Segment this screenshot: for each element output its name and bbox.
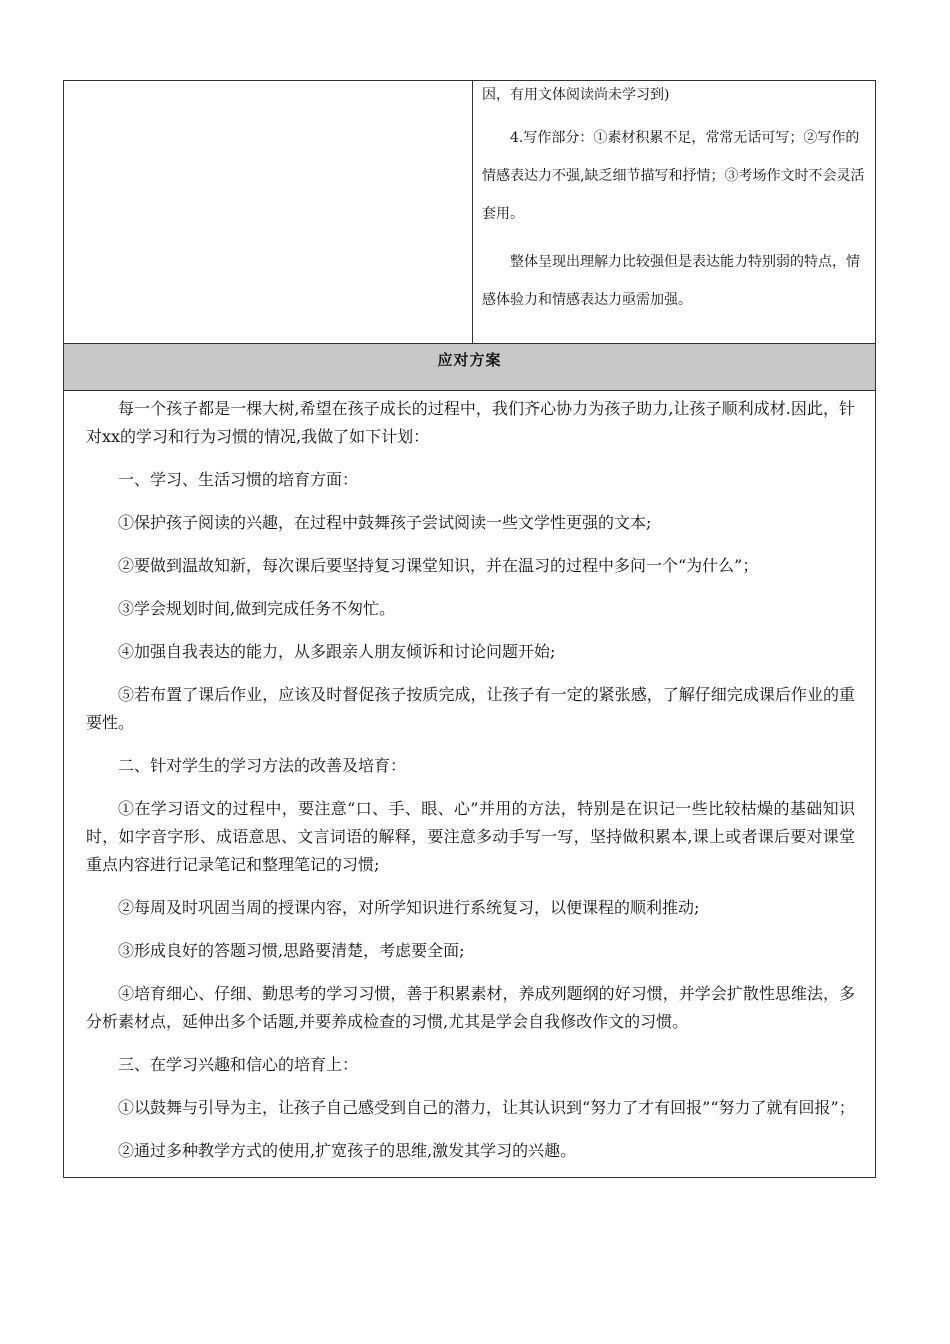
analysis-paragraph: 4.写作部分：①素材积累不足，常常无话可写；②写作的情感表达力不强,缺乏细节描写和抒情；③考场作文时不会灵活套用。 [482, 130, 865, 222]
plan-paragraph: ②通过多种教学方式的使用,扩宽孩子的思维,激发其学习的兴趣。 [118, 1141, 577, 1160]
plan-paragraph: ④培育细心、仔细、勤思考的学习习惯，善于积累素材，养成列题纲的好习惯，并学会扩散性思维法，多分析素材点，延伸出多个话题,并要养成检查的习惯,尤其是学会自我修改作文的习惯。 [86, 984, 855, 1031]
plan-paragraph: ③学会规划时间,做到完成任务不匆忙。 [118, 599, 396, 618]
analysis-left-cell [64, 81, 473, 343]
plan-heading: 二、针对学生的学习方法的改善及培育： [118, 756, 407, 775]
analysis-row [64, 81, 875, 344]
plan-heading: 一、学习、生活习惯的培育方面： [118, 470, 359, 489]
plan-body [64, 391, 875, 1177]
plan-heading: 三、在学习兴趣和信心的培育上： [118, 1055, 359, 1074]
section-header: 应对方案 [64, 344, 875, 391]
plan-paragraph: ①在学习语文的过程中，要注意“口、手、眼、心”并用的方法，特别是在识记一些比较枯燥的基础知识时，如字音字形、成语意思、文言词语的解释，要注意多动手写一写，坚持做积累本,课上或者课后要对课堂重点内容进行记录笔记和整理笔记的习惯; [86, 799, 855, 874]
plan-paragraph: ①以鼓舞与引导为主，让孩子自己感受到自己的潜力，让其认识到“努力了才有回报”“努力了就有回报”； [118, 1098, 855, 1117]
plan-paragraph: ③形成良好的答题习惯,思路要清楚，考虑要全面; [118, 941, 465, 960]
document-table [63, 80, 876, 1178]
analysis-paragraph: 因，有用文体阅读尚未学习到) [482, 87, 670, 103]
plan-paragraph: ②每周及时巩固当周的授课内容，对所学知识进行系统复习，以便课程的顺利推动; [118, 898, 700, 917]
plan-paragraph: 每一个孩子都是一棵大树,希望在孩子成长的过程中，我们齐心协力为孩子助力,让孩子顺利成材.因此，针对xx的学习和行为习惯的情况,我做了如下计划： [86, 399, 855, 446]
analysis-right-cell [473, 81, 875, 343]
plan-paragraph: ①保护孩子阅读的兴趣，在过程中鼓舞孩子尝试阅读一些文学性更强的文本; [118, 513, 652, 532]
analysis-paragraph: 整体呈现出理解力比较强但是表达能力特别弱的特点，情感体验力和情感表达力亟需加强。 [482, 254, 860, 308]
plan-paragraph: ②要做到温故知新，每次课后要坚持复习课堂知识，并在温习的过程中多问一个“为什么”； [118, 556, 759, 575]
plan-paragraph: ④加强自我表达的能力，从多跟亲人朋友倾诉和讨论问题开始; [118, 642, 556, 661]
plan-paragraph: ⑤若布置了课后作业，应该及时督促孩子按质完成，让孩子有一定的紧张感，了解仔细完成课后作业的重要性。 [86, 685, 855, 732]
